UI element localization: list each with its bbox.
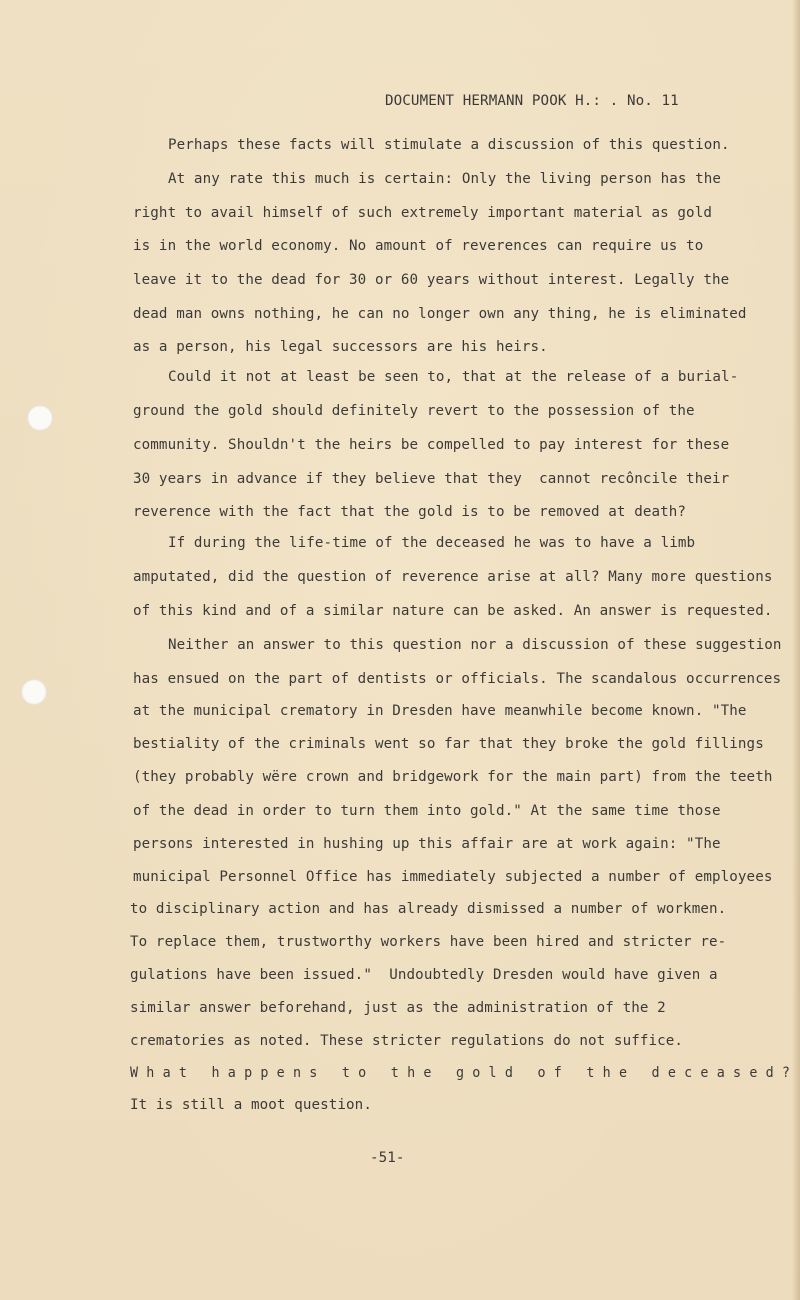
body-line: municipal Personnel Office has immediately subjected a number of employees <box>133 869 773 885</box>
body-line: ground the gold should definitely revert to the possession of the <box>133 403 695 419</box>
body-line: has ensued on the part of dentists or officials. The scandalous occurrences <box>133 671 782 687</box>
body-line: of this kind and of a similar nature can be asked. An answer is requested. <box>133 603 773 619</box>
body-line: W h a t h a p p e n s t o t h e g o l d o f t h e d e c e a s e d ? <box>130 1065 791 1081</box>
body-line: persons interested in hushing up this affair are at work again: "The <box>133 836 721 852</box>
body-line: is in the world economy. No amount of reverences can require us to <box>133 238 704 254</box>
body-line: (they probably wëre crown and bridgework for the main part) from the teeth <box>133 769 773 785</box>
punch-hole-top <box>27 405 53 431</box>
body-line: similar answer beforehand, just as the administration of the 2 <box>130 1000 666 1016</box>
body-line: dead man owns nothing, he can no longer own any thing, he is eliminated <box>133 306 747 322</box>
body-line: At any rate this much is certain: Only the living person has the <box>168 171 722 187</box>
body-line: at the municipal crematory in Dresden have meanwhile become known. "The <box>133 703 747 719</box>
body-line: reverence with the fact that the gold is to be removed at death? <box>133 504 687 520</box>
body-line: Perhaps these facts will stimulate a discussion of this question. <box>168 137 730 153</box>
body-line: of the dead in order to turn them into gold." At the same time those <box>133 803 721 819</box>
body-line: to disciplinary action and has already dismissed a number of workmen. <box>130 901 727 917</box>
body-line: leave it to the dead for 30 or 60 years without interest. Legally the <box>133 272 730 288</box>
page-number: -51- <box>370 1150 405 1166</box>
punch-hole-bottom <box>21 679 47 705</box>
page-edge-shadow <box>792 0 800 1300</box>
body-line: Neither an answer to this question nor a discussion of these suggestion <box>168 637 782 653</box>
body-line: bestiality of the criminals went so far that they broke the gold fillings <box>133 736 764 752</box>
body-line: If during the life-time of the deceased he was to have a limb <box>168 535 696 551</box>
body-line: To replace them, trustworthy workers have been hired and stricter re- <box>130 934 727 950</box>
body-line: crematories as noted. These stricter regulations do not suffice. <box>130 1033 684 1049</box>
body-line: Could it not at least be seen to, that at the release of a burial- <box>168 369 739 385</box>
body-line: as a person, his legal successors are his heirs. <box>133 339 548 355</box>
body-line: community. Shouldn't the heirs be compelled to pay interest for these <box>133 437 730 453</box>
body-line: 30 years in advance if they believe that they cannot recôncile their <box>133 471 730 487</box>
body-line: amputated, did the question of reverence arise at all? Many more questions <box>133 569 773 585</box>
document-header: DOCUMENT HERMANN POOK H.: . No. 11 <box>385 93 679 109</box>
body-line: gulations have been issued." Undoubtedly Dresden would have given a <box>130 967 718 983</box>
body-line: It is still a moot question. <box>130 1097 372 1113</box>
body-line: right to avail himself of such extremely important material as gold <box>133 205 712 221</box>
